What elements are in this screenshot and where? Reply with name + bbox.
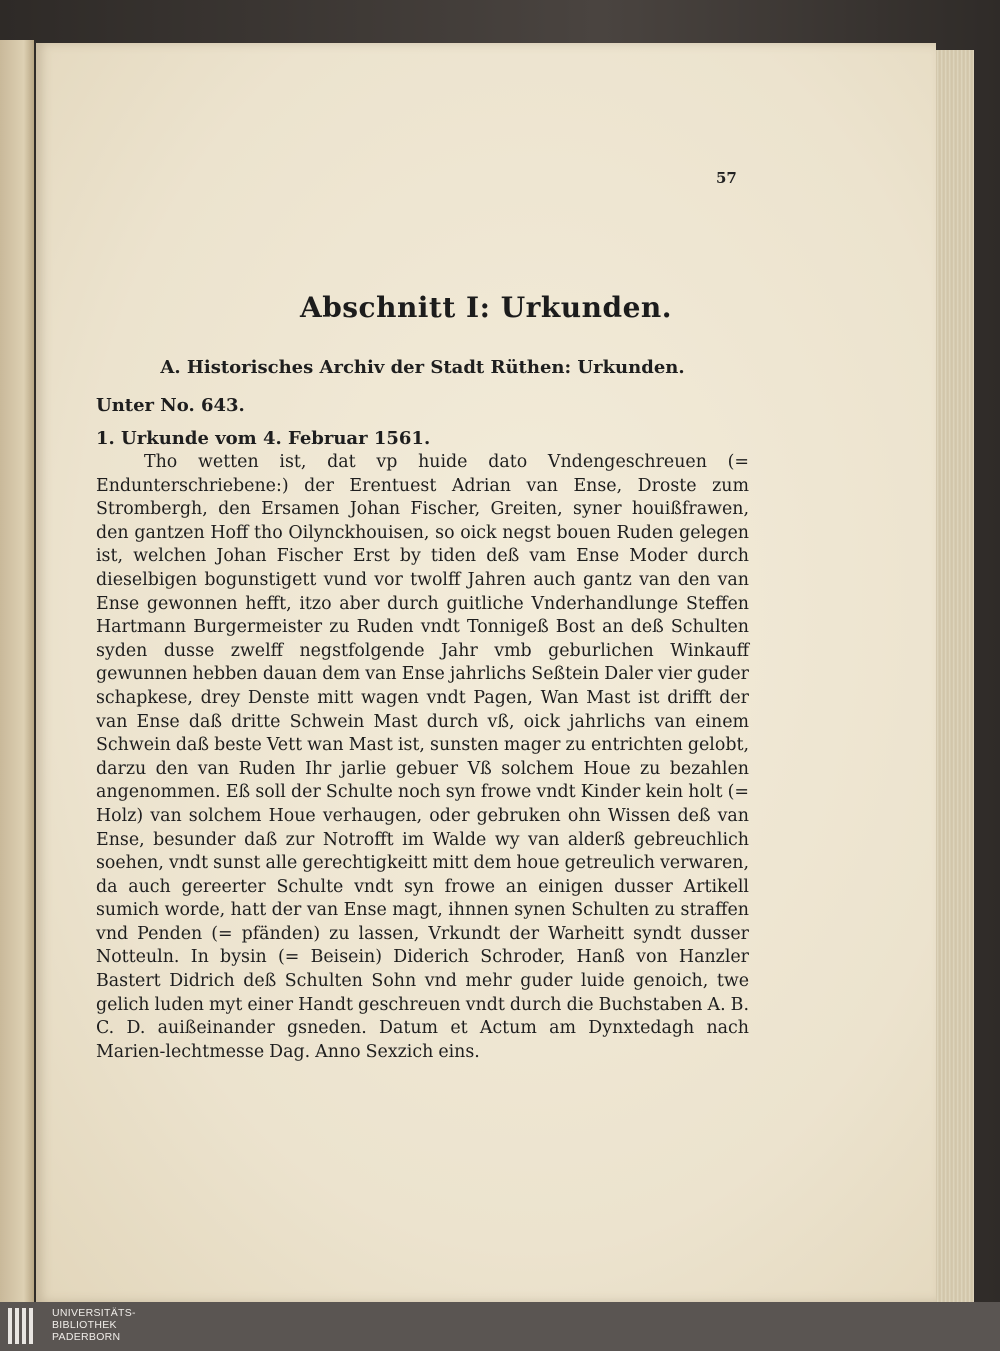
facing-page-edge (0, 40, 34, 1302)
document-heading: 1. Urkunde vom 4. Februar 1561. (96, 428, 431, 449)
document-body: Tho wetten ist, dat vp huide dato Vndengeschreuen (= Endunterschriebene:) der Erentuest Adrian van Ense, Droste zum Strombergh, den Ersamen Johan Fischer, Greiten, syner houißfrawen, den gantzen Hoff tho Oilynckhouisen, so oick negst bouen Ruden gelegen ist, welchen Johan Fischer Erst by tiden deß vam Ense Moder durch dieselbigen bogunstigett vund vor twolff Jahren auch gantz van den van Ense gewonnen hefft, itzo aber durch guitliche Vnderhandlunge Steffen Hartmann Burgermeister zu Ruden vndt Tonnigeß Bost an deß Schulten syden dusse zwelff negstfolgende Jahr vmb geburlichen Winkauff gewunnen hebben dauan dem van Ense jahrlichs Seßtein Daler vier guder schapkese, drey Denste mitt wagen vndt Pagen, Wan Mast ist drifft der van Ense daß dritte Schwein Mast durch vß, oick jahrlichs van einem Schwein daß beste Vett wan Mast ist, sunsten mager zu entrichten gelobt, darzu den van Ruden Ihr jarlie gebuer Vß solchem Houe zu bezahlen angenommen. Eß soll der Schulte noch syn frowe vndt Kinder kein holt (= Holz) van solchem Houe verhaugen, oder gebruken ohn Wissen deß van Ense, besunder daß zur Notrofft im Walde wy van alderß gebreuchlich soehen, vndt sunst alle gerechtigkeitt mitt dem houe getreulich verwaren, da auch gereerter Schulte vndt syn frowe an einigen dusser Artikell sumich worde, hatt der van Ense magt, ihnnen synen Schulten zu straffen vnd Penden (= pfänden) zu lassen, Vrkundt der Warheitt syndt dusser Notteuln. In bysin (= Beisein) Diderich Schroder, Hanß von Hanzler Bastert Didrich deß Schulten Sohn vnd mehr guder luide genoich, twe gelich luden myt einer Handt geschreuen vndt durch die Buchstaben A. B. C. D. auißeinander gsneden. Datum et Actum am Dynxtedagh nach Marien-lechtmesse Dag. Anno Sexzich eins. (96, 452, 749, 1062)
library-footer (0, 1302, 1000, 1351)
chapter-title: Abschnitt I: Urkunden. (299, 291, 673, 324)
library-name-line2: BIBLIOTHEK (52, 1319, 117, 1331)
library-name-line1: UNIVERSITÄTS- (52, 1307, 136, 1319)
page-number: 57 (716, 169, 737, 187)
library-name (52, 1307, 136, 1343)
register-number: Unter No. 643. (96, 395, 245, 416)
section-heading: A. Historisches Archiv der Stadt Rüthen: Urkunden. (160, 357, 685, 378)
library-name-line3: PADERBORN (52, 1331, 121, 1343)
library-logo-icon (8, 1308, 46, 1344)
page-stack-edges (934, 50, 974, 1302)
